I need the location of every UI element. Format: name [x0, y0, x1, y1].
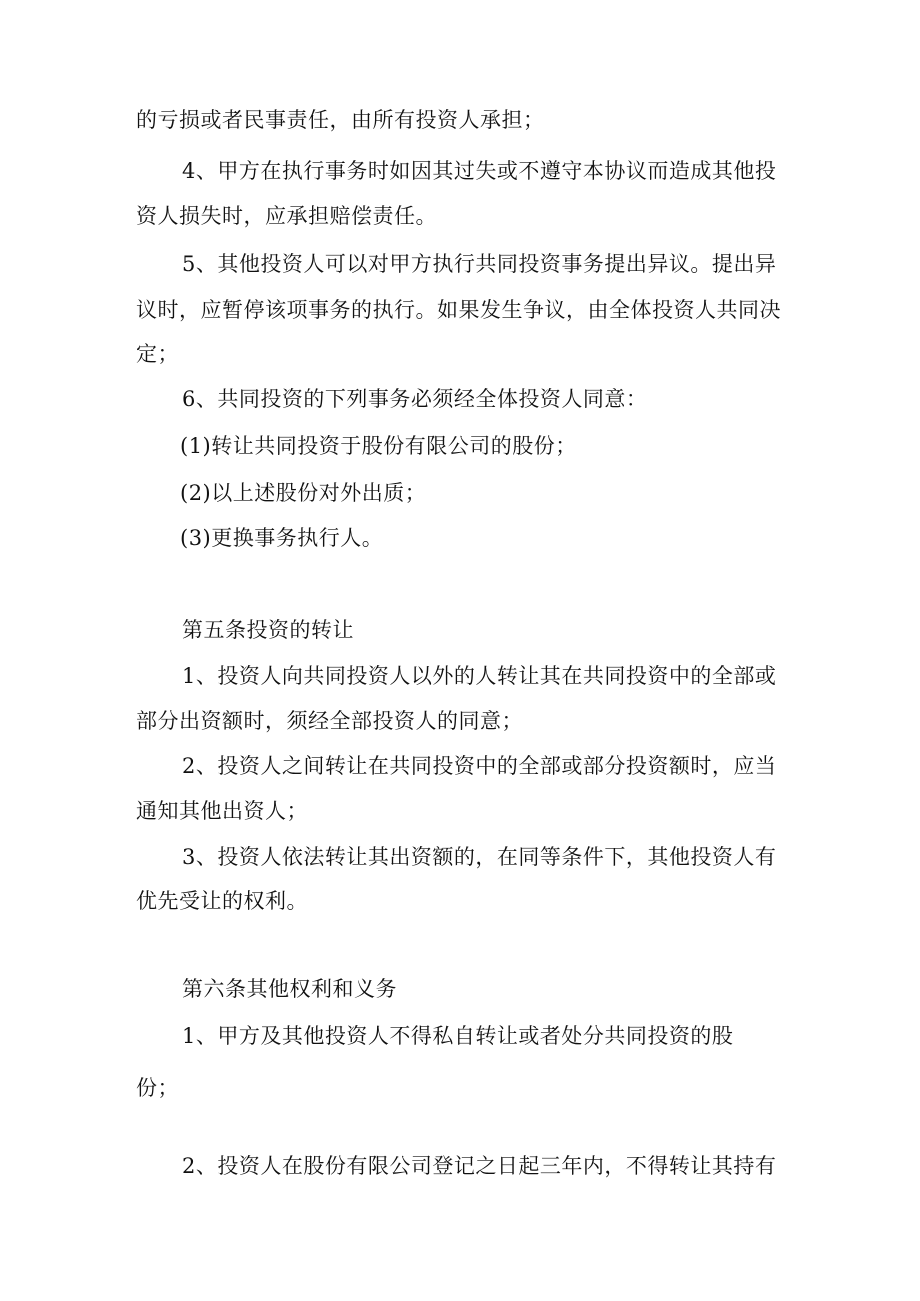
clause-6-item-2: (2)以上述股份对外出质； [180, 481, 427, 505]
article-6-title: 第六条其他权利和义务 [182, 977, 397, 1001]
article-5-clause-1-line-1: 1、投资人向共同投资人以外的人转让其在共同投资中的全部或 [182, 664, 777, 688]
clause-4-line-2: 资人损失时，应承担赔偿责任。 [136, 204, 437, 228]
article-5-clause-2-line-1: 2、投资人之间转让在共同投资中的全部或部分投资额时，应当 [182, 754, 777, 778]
clause-5-line-3: 定； [136, 342, 179, 366]
clause-5-line-1: 5、其他投资人可以对甲方执行共同投资事务提出异议。提出异 [182, 252, 777, 276]
article-5-clause-1-line-2: 部分出资额时，须经全部投资人的同意； [136, 709, 523, 733]
article-5-title: 第五条投资的转让 [182, 618, 354, 642]
article-5-clause-3-line-1: 3、投资人依法转让其出资额的，在同等条件下，其他投资人有 [182, 845, 777, 869]
article-5-clause-2-line-2: 通知其他出资人； [136, 799, 308, 823]
article-6-clause-1-line-2: 份； [136, 1076, 179, 1100]
clause-4-line-1: 4、甲方在执行事务时如因其过失或不遵守本协议而造成其他投 [182, 159, 777, 183]
clause-6-item-3: (3)更换事务执行人。 [180, 526, 384, 550]
article-6-clause-1-line-1: 1、甲方及其他投资人不得私自转让或者处分共同投资的股 [182, 1024, 734, 1048]
clause-6-heading: 6、共同投资的下列事务必须经全体投资人同意： [182, 387, 648, 411]
clause-6-item-1: (1)转让共同投资于股份有限公司的股份； [180, 434, 577, 458]
article-5-clause-3-line-2: 优先受让的权利。 [136, 889, 308, 913]
article-6-clause-2-line-1: 2、投资人在股份有限公司登记之日起三年内，不得转让其持有 [182, 1154, 777, 1178]
clause-5-line-2: 议时，应暂停该项事务的执行。如果发生争议，由全体投资人共同决 [136, 298, 781, 322]
text-line-1: 的亏损或者民事责任，由所有投资人承担； [136, 108, 545, 132]
